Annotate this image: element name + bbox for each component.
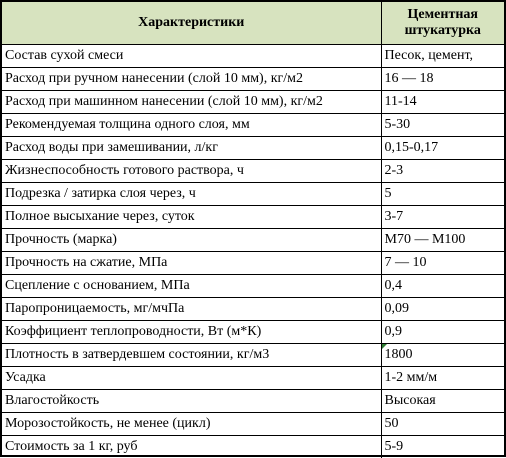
value-cell: 5-30 (381, 114, 504, 137)
table-row (2, 275, 504, 298)
param-cell: Паропроницаемость, мг/мчПа (2, 298, 381, 321)
value-cell: 0,09 (381, 298, 504, 321)
value-cell: 0,15-0,17 (381, 137, 504, 160)
value-cell: Высокая (381, 390, 504, 413)
header-col2-line1: Цементная (408, 7, 478, 22)
param-cell: Сцепление с основанием, МПа (2, 275, 381, 298)
table-row (2, 229, 504, 252)
value-cell: 1-2 мм/м (381, 367, 504, 390)
characteristics-table (2, 2, 504, 458)
table-row (2, 206, 504, 229)
value-cell: 1800 (381, 344, 504, 367)
table-row (2, 367, 504, 390)
table-row (2, 252, 504, 275)
value-cell: 3-7 (381, 206, 504, 229)
header-col2-line2: штукатурка (405, 23, 481, 38)
param-cell: Жизнеспособность готового раствора, ч (2, 160, 381, 183)
header-characteristics: Характеристики (2, 2, 381, 45)
table-row (2, 298, 504, 321)
table-row (2, 344, 504, 367)
table-row (2, 68, 504, 91)
param-cell: Подрезка / затирка слоя через, ч (2, 183, 381, 206)
param-cell: Стоимость за 1 кг, руб (2, 436, 381, 458)
param-cell: Полное высыхание через, суток (2, 206, 381, 229)
param-cell: Расход воды при замешивании, л/кг (2, 137, 381, 160)
value-cell: 11-14 (381, 91, 504, 114)
value-cell: 0,9 (381, 321, 504, 344)
value-cell: 5 (381, 183, 504, 206)
param-cell: Расход при ручном нанесении (слой 10 мм), кг/м2 (2, 68, 381, 91)
param-cell: Рекомендуемая толщина одного слоя, мм (2, 114, 381, 137)
param-cell: Влагостойкость (2, 390, 381, 413)
value-cell: 16 — 18 (381, 68, 504, 91)
param-cell: Расход при машинном нанесении (слой 10 мм), кг/м2 (2, 91, 381, 114)
param-cell: Плотность в затвердевшем состоянии, кг/м3 (2, 344, 381, 367)
table-row (2, 436, 504, 458)
value-cell: Песок, цемент, (381, 45, 504, 68)
value-cell: 2-3 (381, 160, 504, 183)
table-row (2, 91, 504, 114)
table-row (2, 114, 504, 137)
table-row (2, 413, 504, 436)
value-cell: 7 — 10 (381, 252, 504, 275)
table-header-row (2, 2, 504, 45)
table-row (2, 390, 504, 413)
table-row (2, 321, 504, 344)
value-cell: 0,4 (381, 275, 504, 298)
table-row (2, 137, 504, 160)
value-cell: 5-9 (381, 436, 504, 458)
table-row (2, 45, 504, 68)
param-cell: Усадка (2, 367, 381, 390)
param-cell: Коэффициент теплопроводности, Вт (м*К) (2, 321, 381, 344)
table-row (2, 160, 504, 183)
value-cell: 50 (381, 413, 504, 436)
header-cement-plaster (381, 2, 504, 45)
table-row (2, 183, 504, 206)
param-cell: Прочность на сжатие, МПа (2, 252, 381, 275)
param-cell: Состав сухой смеси (2, 45, 381, 68)
param-cell: Прочность (марка) (2, 229, 381, 252)
value-cell: М70 — М100 (381, 229, 504, 252)
param-cell: Морозостойкость, не менее (цикл) (2, 413, 381, 436)
